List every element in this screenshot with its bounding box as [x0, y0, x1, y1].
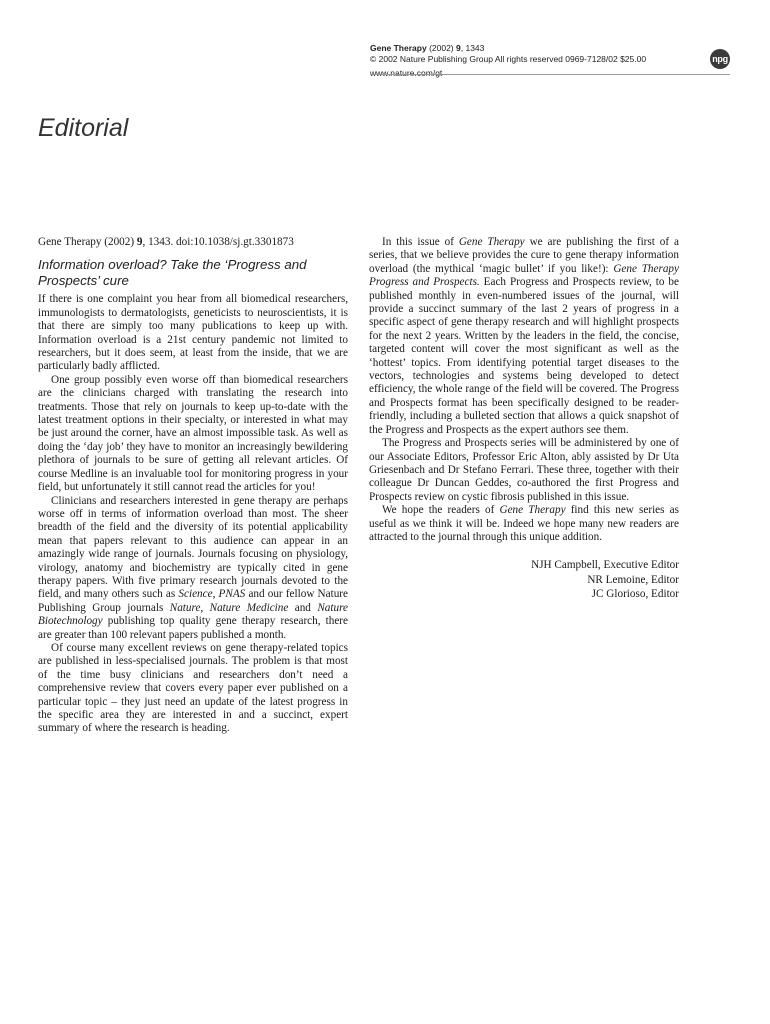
p5-journal: Gene Therapy: [458, 236, 525, 248]
paragraph-2: One group possibly even worse off than biomedical researchers are the clinicians charged with translating the research into treatments. Those that rely on journals to keep up-to-date with the latest treatment options in their specialty, or interested in what may be just around the corner, have an almost impossible task. As well as doing the ‘day job’ they have to monitor an increasingly bewildering plethora of journals to be sure of getting all relevant articles. Of course Medline is an invaluable tool for monitoring progress in your field, but unfortunately it still cannot read the articles for you!: [38, 373, 348, 494]
p5-text-c: Each Progress and Prospects review, to be published monthly in even-numbered issues of the journal, will provide a succinct summary of the last 2 years of progress in a specific aspect of gene therapy research and will highlight prospects for the next 2 years. Written by the leaders in the field, the concise, targeted content will cover the most significant as well as the ‘hottest’ topics. From identifying potential target diseases to the vectors, technologies and systems being developed to detect efficiency, the whole range of the field will be covered. The Progress and Prospects format has been specifically designed to be reader-friendly, including a bulleted section that allows a quick snapshot of the Progress and Prospects as the expert authors see them.: [369, 276, 679, 436]
citation-suffix: , 1343. doi:10.1038/sj.gt.3301873: [142, 236, 294, 248]
paragraph-1: If there is one complaint you hear from all biomedical researchers, immunologists to dermatologists, geneticists to neuroscientists, it is that there are simply too many publications to keep up with. Information overload is a 21st century pandemic not limited to researchers, but it does seem, at least from the inside, that we are particularly badly afflicted.: [38, 293, 348, 373]
p3-text-a: Clinicians and researchers interested in gene therapy are perhaps worse off in terms of information overload than most. The sheer breadth of the field and the diversity of its potential applicability mean that papers relevant to this audience can appear in an amazingly wide range of journals. Journals focusing on physiology, virology, anatomy and biochemistry are typically cited in gene therapy papers. With five primary research journals devoted to the field, and many others such as: [38, 494, 348, 601]
npg-logo: npg: [710, 49, 730, 69]
p5-text-b: we are publishing the first of a series, that we believe provides the cure to gene therapy information overload (the mythical ‘magic bullet’ if you like!):: [369, 236, 679, 275]
p3-comma: ,: [212, 588, 219, 601]
citation-volume: 9: [136, 236, 143, 248]
paragraph-4: Of course many excellent reviews on gene therapy-related topics are published in less-specialised journals. The problem is that most of the time busy clinicians and researchers don’t need a comprehensive review that covers every paper ever published on a particular topic – they just need an update of the latest progress in the specific area they are interested in and a succinct, expert summary of where the research is heading.: [38, 641, 348, 735]
journal-volume: 9: [456, 43, 461, 53]
copyright-line: © 2002 Nature Publishing Group All rights reserved 0969-7128/02 $25.00: [370, 54, 647, 64]
p3-text-c: publishing top quality gene therapy research, there are greater than 100 relevant papers published a month.: [38, 615, 348, 641]
signature-block: [369, 558, 679, 602]
page-title: Editorial: [38, 114, 129, 142]
p7-journal: Gene Therapy: [499, 504, 566, 517]
p7-text-a: We hope the readers of: [382, 504, 500, 517]
p5-text-a: In this issue of: [382, 236, 459, 248]
right-column: [369, 236, 679, 602]
article-heading: Information overload? Take the ‘Progress and Prospects’ cure: [38, 257, 307, 289]
journal-info: [370, 43, 646, 54]
journal-year: (2002): [429, 43, 454, 53]
signature-lemoine: NR Lemoine, Editor: [587, 573, 679, 586]
paragraph-6: The Progress and Prospects series will be administered by one of our Associate Editors, Professor Eric Alton, ably assisted by Dr Uta Griesenbach and Dr Stefano Ferrari. These three, together with their colleague Dr Duncan Geddes, co-authored the first Progress and Prospects review on cystic fibrosis published in this issue.: [369, 437, 679, 503]
signature-campbell: NJH Campbell, Executive Editor: [531, 559, 679, 572]
paragraph-7: [369, 504, 679, 544]
p3-and: and: [288, 601, 318, 614]
p3-nbt: Nature Biotechnology: [38, 601, 348, 628]
p3-pnas: PNAS: [218, 588, 246, 601]
journal-url[interactable]: www.nature.com/gt: [370, 68, 443, 78]
citation-prefix: Gene Therapy (2002): [38, 236, 137, 248]
header-rule: [370, 74, 730, 75]
p3-text-b: and our fellow Nature Publishing Group journals: [38, 588, 348, 614]
p7-text-b: find this new series as useful as we think it will be. Indeed we hope many new readers are attracted to the journal through this unique addition.: [369, 504, 679, 543]
p5-series-name: Gene Therapy Progress and Prospects.: [369, 262, 679, 289]
paragraph-3: [38, 495, 348, 642]
p3-nature: Nature, Nature Medicine: [169, 601, 289, 614]
journal-name: Gene Therapy: [370, 43, 427, 53]
article-citation: [38, 236, 348, 249]
signature-glorioso: JC Glorioso, Editor: [591, 588, 679, 601]
left-column: [38, 236, 348, 736]
p3-science: Science: [178, 588, 213, 601]
paragraph-5: [369, 236, 679, 437]
journal-page: , 1343: [460, 43, 485, 53]
